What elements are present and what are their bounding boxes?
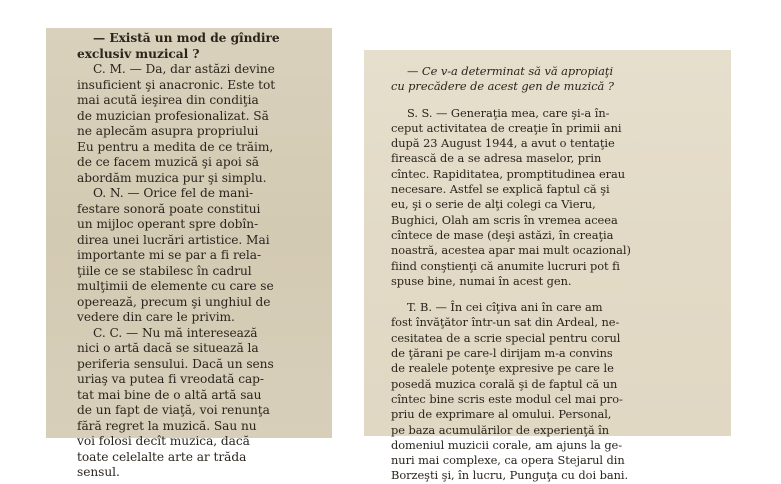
right-clipping-text-line: spuse bine, numai în acest gen. [391,273,572,288]
left-clipping-text-line: sensul. [77,465,120,479]
left-clipping-text-line: mai acută ieşirea din condiţia [77,93,259,107]
right-clipping-text-line: priu de exprimare al omului. Personal, [391,407,612,422]
right-text-column [391,64,704,484]
right-clipping-text-line: nuri mai complexe, ca opera Stejarul din [391,453,625,468]
left-clipping-text-line: de muzician profesionalizat. Să [77,108,269,123]
right-clipping-text-line: S. S. — Generaţia mea, care şi-a în- [407,105,610,120]
left-clipping-text-line: de ce facem muzică şi apoi să [77,155,260,169]
right-newspaper-clipping [364,50,731,483]
left-clipping-text-line: toate celelalte arte ar trăda [77,449,247,464]
left-clipping-text-line: abordăm muzica pur şi simplu. [77,170,267,185]
right-clipping-text-line: T. B. — În cei cîţiva ani în care am [407,300,603,315]
right-clipping-text-line: necesare. Astfel se explică faptul că şi [391,182,610,197]
left-clipping-text-line: C. C. — Nu mă interesează [93,325,258,340]
right-clipping-text-line: cesitatea de a scrie special pentru corul [391,330,621,345]
left-clipping-text-line: ţiile ce se stabilesc în cadrul [77,263,252,278]
right-clipping-text-line: ceput activitatea de creaţie în primii ani [391,120,622,135]
right-clipping-text-line: fiind conştienţi că anumite lucruri pot fi [391,258,620,273]
left-clipping-text-line: O. N. — Orice fel de mani- [93,186,254,200]
right-clipping-text-line: noastră, acestea apar mai mult ocazional) [391,243,631,258]
left-clipping-text-line: C. M. — Da, dar astăzi devine [93,62,275,76]
right-clipping-text-line: eu, şi o serie de alţi colegi ca Vieru, [391,197,596,212]
right-clipping-text-line: cîntec. Rapiditatea, promptitudinea erau [391,166,626,181]
left-text-column [77,31,329,481]
right-clipping-text-line: cîntec bine scris este modul cel mai pro- [391,391,623,406]
right-clipping-text-line: pe baza acumulărilor de experienţă în [391,422,610,437]
left-clipping-text-line: un mijloc operant spre dobîn- [77,217,259,231]
left-newspaper-clipping [46,28,332,479]
left-clipping-text-line: festare sonoră poate constitui [77,201,261,216]
left-clipping-text-line: nici o artă dacă se situează la [77,341,259,355]
left-clipping-text-line: insuficient şi anacronic. Este tot [77,77,276,92]
right-clipping-text-line: de ţărani pe care-l dirijam m-a convins [391,346,613,361]
left-clipping-text-line: importante mi se par a fi rela- [77,248,262,262]
left-clipping-text-line: de un fapt de viaţă, voi renunţa [77,403,270,417]
left-clipping-text-line: voi folosi decît muzica, dacă [77,434,250,448]
right-clipping-text-line: de realele potenţe expresive pe care le [391,361,614,376]
right-clipping-text-line: cu precădere de acest gen de muzică ? [391,79,614,94]
left-clipping-text-line: periferia sensului. Dacă un sens [77,356,274,371]
left-clipping-text-line: direa unei lucrări artistice. Mai [77,232,270,247]
left-clipping-text-line: operează, precum şi unghiul de [77,294,271,309]
paragraph-gap [391,95,704,106]
right-clipping-text-line: posedă muzica corală şi de faptul că un [391,376,618,391]
left-clipping-text-line: exclusiv muzical ? [77,46,200,61]
left-clipping-text-line: — Există un mod de gîndire [93,31,280,45]
left-clipping-text-line: vedere din care le privim. [77,310,235,324]
right-clipping-text-line: Borzeşti şi, în lucru, Punguţa cu doi bani. [391,468,629,483]
left-clipping-text-line: mulţimii de elemente cu care se [77,279,274,293]
right-clipping-text-line: domeniul muzicii corale, am ajuns la ge- [391,437,623,452]
right-clipping-text-line: firească de a se adresa maselor, prin [391,151,602,166]
right-clipping-text-line: după 23 August 1944, a avut o tentaţie [391,136,615,151]
left-clipping-text-line: uriaş va putea fi vreodată cap- [77,372,265,386]
right-clipping-text-line: — Ce v-a determinat să vă apropiaţi [407,64,614,78]
right-clipping-text-line: cîntece de mase (deşi astăzi, în creaţia [391,227,614,242]
paragraph-gap [391,289,704,300]
left-clipping-text-line: Eu pentru a medita de ce trăim, [77,139,274,154]
right-clipping-text-line: Bughici, Olah am scris în vremea aceea [391,212,618,227]
left-clipping-text-line: fără regret la muzică. Sau nu [77,418,257,433]
left-clipping-text-line: ne aplecăm asupra propriului [77,124,259,138]
left-clipping-text-line: tat mai bine de o altă artă sau [77,387,262,402]
right-clipping-text-line: fost învăţător într-un sat din Ardeal, ne- [391,315,620,330]
